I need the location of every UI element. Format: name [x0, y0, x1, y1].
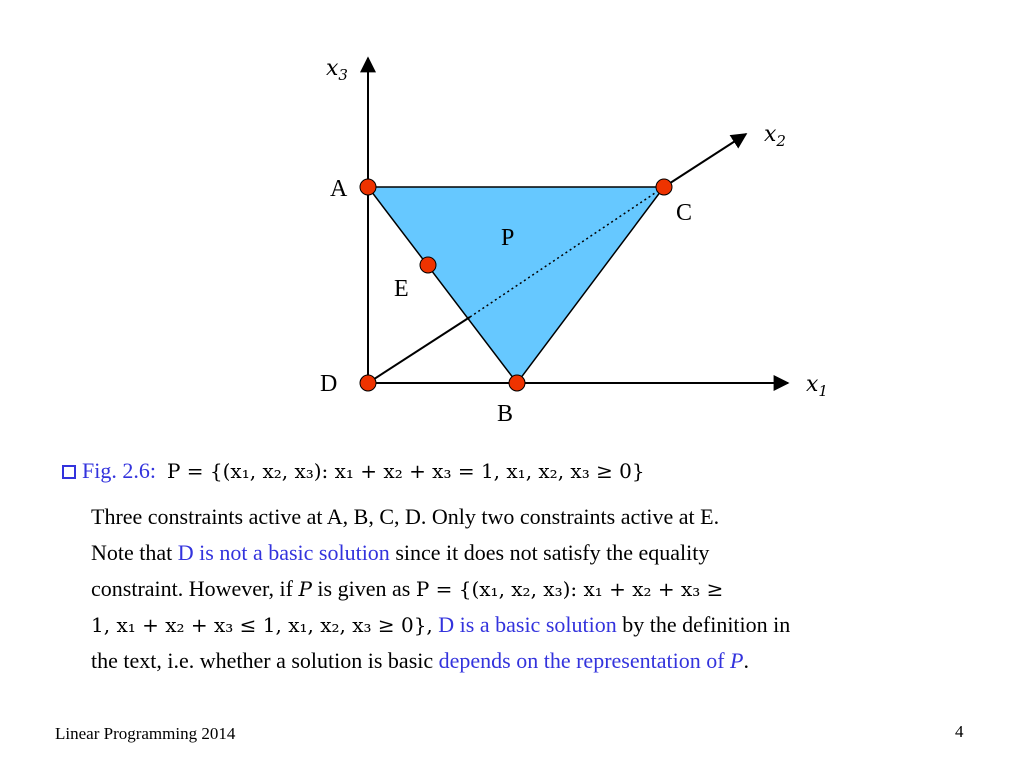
- inequality-formula-part2: 1, x₁ + x₂ + x₃ ≤ 1, x₁, x₂, x₃ ≥ 0},: [91, 613, 433, 637]
- representation-highlight: depends on the representation of P: [438, 648, 744, 673]
- point-c: [656, 179, 672, 195]
- text-line-3: constraint. However, if P is given as P = {(x₁, x₂, x₃): x₁ + x₂ + x₃ ≥: [91, 576, 724, 601]
- page-number: 4: [955, 722, 964, 741]
- not-basic-solution-highlight: D is not a basic solution: [177, 540, 390, 565]
- point-d: [360, 375, 376, 391]
- figure-label: Fig. 2.6:: [82, 458, 156, 483]
- inequality-formula-part1: P = {(x₁, x₂, x₃): x₁ + x₂ + x₃ ≥: [415, 577, 724, 601]
- point-b: [509, 375, 525, 391]
- point-d-label: D: [320, 371, 338, 397]
- text-line-5: the text, i.e. whether a solution is basic depends on the representation of P.: [91, 648, 749, 673]
- point-a: [360, 179, 376, 195]
- x2-axis-upper: [664, 134, 746, 187]
- x3-axis-label: $x_3$: [326, 56, 348, 84]
- polyhedron-formula: P = {(x₁, x₂, x₃): x₁ + x₂ + x₃ = 1, x₁, x₂, x₃ ≥ 0}: [166, 459, 645, 483]
- point-a-label: A: [330, 176, 348, 202]
- point-b-label: B: [497, 401, 514, 427]
- text-line-4: 1, x₁ + x₂ + x₃ ≤ 1, x₁, x₂, x₃ ≥ 0}, D is a basic solution by the definition in: [91, 612, 791, 637]
- checkbox-bullet-icon: [62, 465, 76, 479]
- explanation-text: [91, 499, 991, 679]
- x1-axis-label: $x_1$: [806, 372, 828, 400]
- region-p-label: P: [501, 225, 515, 251]
- point-e: [420, 257, 436, 273]
- point-c-label: C: [676, 200, 693, 226]
- x2-axis-label: $x_2$: [764, 122, 786, 150]
- footer-title: Linear Programming 2014: [55, 724, 236, 743]
- basic-solution-highlight: D is a basic solution: [438, 612, 617, 637]
- text-line-1: Three constraints active at A, B, C, D. Only two constraints active at E.: [91, 504, 720, 529]
- text-line-2: Note that D is not a basic solution since it does not satisfy the equality: [91, 540, 710, 565]
- x2-axis-lower: [368, 317, 470, 383]
- point-e-label: E: [394, 276, 409, 302]
- figure-caption: [62, 456, 645, 486]
